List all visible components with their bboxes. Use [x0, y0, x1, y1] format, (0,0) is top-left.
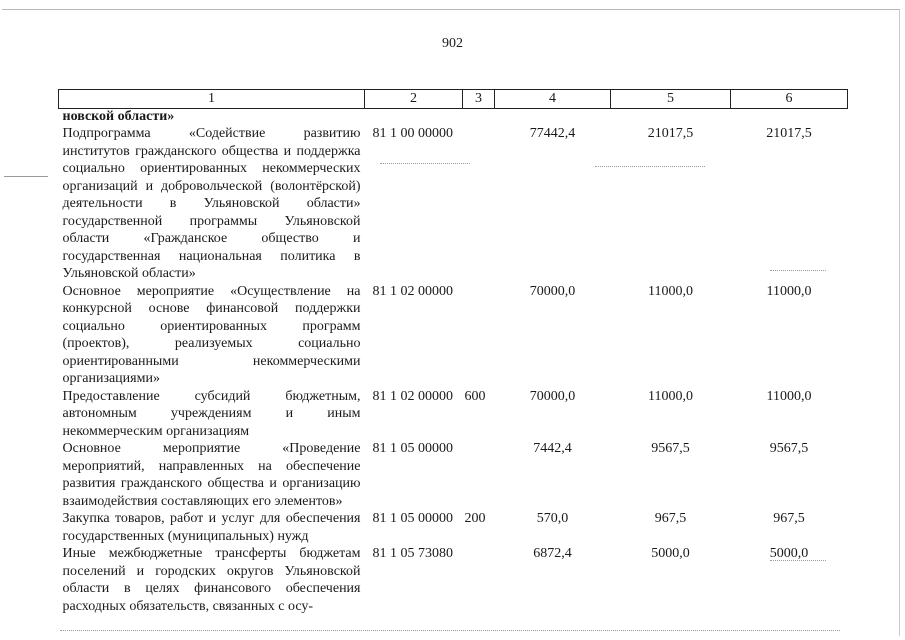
row-amount-col6: 9567,5 — [769, 441, 809, 456]
table-body — [59, 109, 848, 616]
row-amount-col5: 9567,5 — [651, 441, 690, 456]
header-col-4: 4 — [495, 90, 611, 109]
budget-table — [58, 89, 848, 615]
header-col-1: 1 — [59, 90, 365, 109]
row-expense-type — [463, 125, 495, 283]
row-amount-col6: 11000,0 — [766, 283, 812, 299]
row-amount-col4: 70000,0 — [529, 388, 576, 404]
row-amount-col6: 11000,0 — [766, 388, 812, 404]
row-expense-type: 600 — [464, 388, 486, 404]
continuation-text: новской области» — [62, 109, 175, 124]
row-description: Закупка товаров, работ и услуг для обеспечения государственных (муниципальных) нужд — [62, 511, 361, 544]
scan-artifact-line — [4, 176, 48, 177]
row-amount-col4: 6872,4 — [533, 546, 572, 561]
row-amount-col6: 5000,0 — [769, 546, 809, 561]
budget-table-container — [58, 89, 847, 615]
table-row — [59, 125, 848, 283]
header-col-3: 3 — [463, 90, 495, 109]
row-code: 81 1 05 00000 — [372, 511, 453, 526]
scan-artifact-line — [60, 630, 840, 632]
continuation-row — [59, 109, 848, 126]
row-code: 81 1 05 73080 — [372, 546, 453, 561]
scan-artifact-line — [595, 166, 705, 168]
header-col-5: 5 — [611, 90, 731, 109]
table-row — [59, 440, 848, 510]
scan-artifact-line — [770, 270, 826, 272]
scan-artifact-line — [380, 163, 470, 165]
scan-artifact-line — [770, 560, 826, 562]
row-description: Подпрограмма «Содействие развитию институтов гражданского общества и поддержка социально ориентированных некоммерческих организаций и добровольческой (волонтёрской) деятельности в Ульяновской области» государственной программы Ульяновской области «Гражданское общество и государственная национальная политика в Ульяновской области» — [62, 126, 361, 281]
row-code: 81 1 02 00000 — [372, 388, 453, 404]
header-col-6: 6 — [731, 90, 848, 109]
row-amount-col6: 967,5 — [773, 511, 805, 526]
row-description: Предоставление субсидий бюджетным, автономным учреждениям и иным некоммерческим организациям — [62, 388, 361, 439]
row-amount-col5: 11000,0 — [648, 388, 693, 404]
table-header — [59, 90, 848, 109]
row-description: Основное мероприятие «Проведение мероприятий, направленных на обеспечение развития гражданского общества и организацию взаимодействия составляющих его элементов» — [62, 441, 361, 509]
row-amount-col4: 570,0 — [536, 511, 569, 526]
row-expense-type — [463, 283, 495, 388]
row-amount-col5: 11000,0 — [648, 283, 693, 299]
row-amount-col6: 21017,5 — [766, 126, 812, 141]
row-description: Основное мероприятие «Осуществление на конкурсной основе финансовой поддержки социально ориентированных программ (проектов), реализуемых социально ориентированными некоммерческими организациями» — [62, 283, 361, 386]
row-code: 81 1 00 00000 — [372, 126, 453, 141]
row-amount-col5: 21017,5 — [647, 126, 694, 141]
row-description: Иные межбюджетные трансферты бюджетам поселений и городских округов Ульяновской области в целях финансового обеспечения расходных обязательств, связанных с осу- — [62, 546, 361, 614]
table-row — [59, 545, 848, 615]
row-expense-type: 200 — [464, 511, 486, 526]
header-row — [59, 90, 848, 109]
table-row — [59, 283, 848, 388]
table-row — [59, 510, 848, 545]
row-expense-type — [463, 545, 495, 615]
row-amount-col5: 5000,0 — [651, 546, 690, 561]
row-expense-type — [463, 440, 495, 510]
row-amount-col5: 967,5 — [654, 511, 687, 526]
row-amount-col4: 70000,0 — [529, 283, 576, 299]
row-amount-col4: 77442,4 — [529, 126, 576, 141]
row-amount-col4: 7442,4 — [533, 441, 572, 456]
header-col-2: 2 — [365, 90, 463, 109]
row-code: 81 1 02 00000 — [372, 283, 453, 299]
row-code: 81 1 05 00000 — [372, 441, 453, 456]
page-number: 902 — [442, 36, 463, 51]
table-row — [59, 388, 848, 441]
